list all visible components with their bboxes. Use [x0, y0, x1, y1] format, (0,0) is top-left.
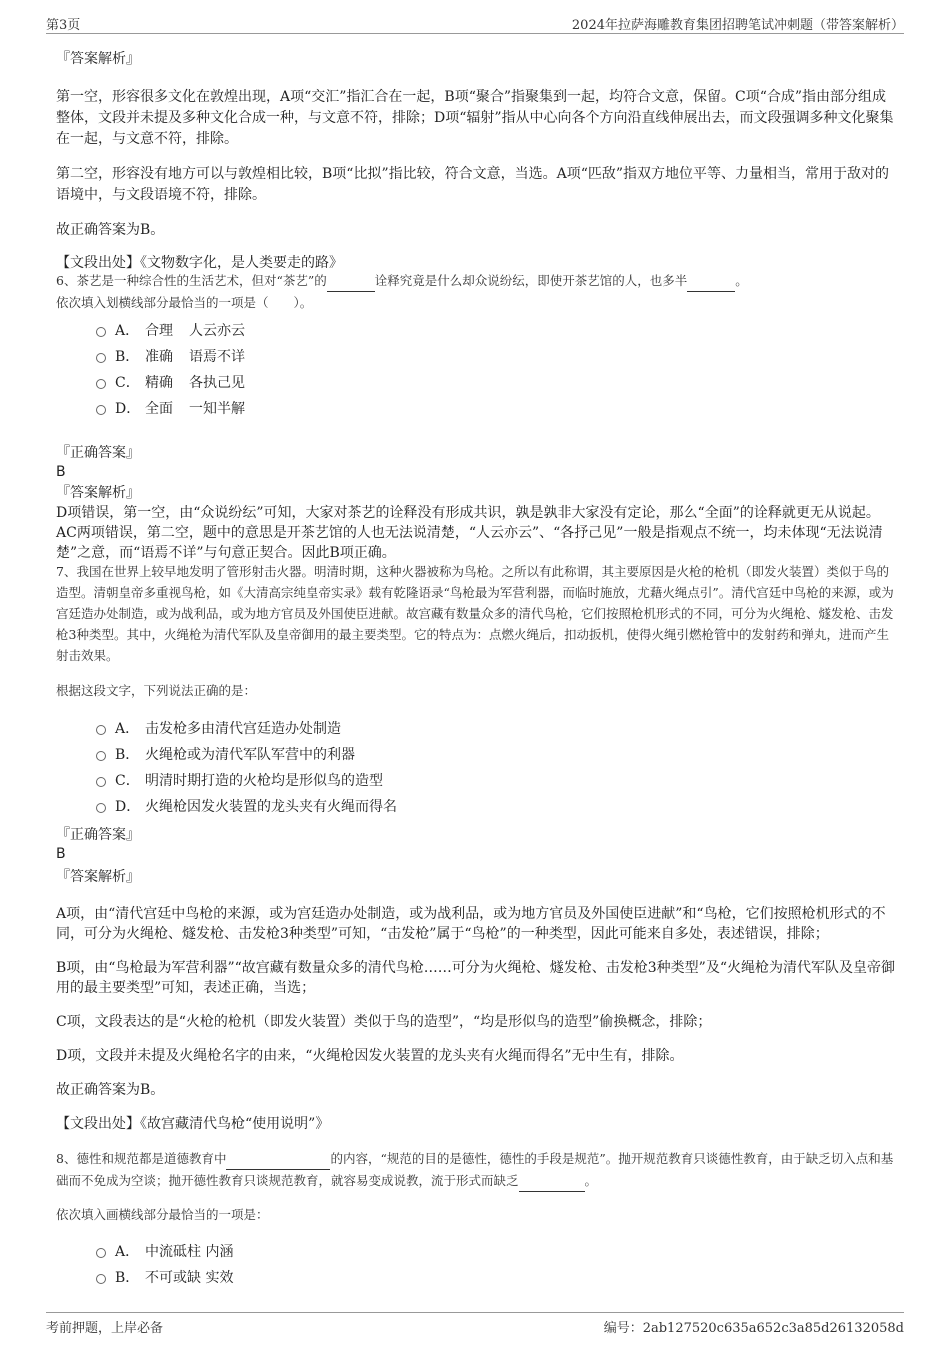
- question-prompt: 根据这段文字，下列说法正确的是：: [56, 683, 257, 698]
- question-stem: 7、我国在世界上较早地发明了管形射击火器。明清时期，这种火器被称为鸟枪。之所以有此称谓，其主要原因是火枪的枪机（即发火装置）类似于鸟的造型。清朝皇帝多重视鸟枪，如《大清高宗纯皇帝实录》载有乾隆语录“鸟枪最为军营利器，而临时施放，尤藉火绳点引”。清代宫廷中鸟枪的来源，或为宫廷造办处制造，或为战利品，或为地方官员及外国使臣进献。故宫藏有数量众多的清代鸟枪，它们按照枪机形式的不同，可分为火绳枪、燧发枪、击发枪3种类型。其中，火绳枪为清代军队及皇帝御用的最主要类型。它的特点为：点燃火绳后，扣动扳机，使得火绳引燃枪管中的发射药和弹丸，进而产生射击效果。: [56, 564, 894, 663]
- option-word-2: 人云亦云: [189, 323, 245, 339]
- option-word-1: 全面: [145, 401, 173, 417]
- option-letter: C．: [115, 375, 140, 391]
- option-letter: C．: [115, 773, 140, 789]
- radio-icon[interactable]: [96, 379, 106, 389]
- analysis-paragraph-2: 第二空，形容没有地方可以与敦煌相比较，B项“比拟”指比较，符合文意，当选。A项“匹敌”指双方地位平等、力量相当，常用于敌对的语境中，与文段语境不符，排除。: [56, 166, 890, 203]
- analysis-b: B项，由“鸟枪最为军营利器”“故宫藏有数量众多的清代鸟枪……可分为火绳枪、燧发枪、击发枪3种类型”及“火绳枪为清代军队及皇帝御用的最主要类型”可知，表述正确，当选；: [56, 960, 895, 996]
- document-id: 编号：2ab127520c635a652c3a85d26132058d: [603, 1321, 904, 1336]
- option-list: [96, 715, 898, 819]
- blank-line: [327, 270, 375, 292]
- option-c[interactable]: [96, 767, 898, 793]
- option-word-2: 各执己见: [189, 375, 245, 391]
- radio-icon[interactable]: [96, 353, 106, 363]
- radio-icon[interactable]: [96, 405, 106, 415]
- option-letter: B．: [115, 1270, 140, 1286]
- question-stem: [56, 1148, 898, 1192]
- radio-icon[interactable]: [96, 725, 106, 735]
- option-b[interactable]: [96, 343, 898, 369]
- option-letter: A．: [115, 1244, 140, 1260]
- blank-line: [226, 1148, 330, 1170]
- option-text: 火绳枪因发火装置的龙头夹有火绳而得名: [145, 799, 397, 815]
- analysis-label: 『答案解析』: [56, 485, 140, 501]
- option-text: 火绳枪或为清代军队军营中的利器: [145, 747, 355, 763]
- analysis-paragraph-1: 第一空，形容很多文化在敦煌出现，A项“交汇”指汇合在一起，B项“聚合”指聚集到一起，均符合文意，保留。C项“合成”指由部分组成整体，文段并未提及多种文化合成一种，与文意不符，排除；D项“辐射”指从中心向各个方向沿直线伸展出去，而文段强调多种文化聚集在一起，与文意不符，排除。: [56, 89, 894, 147]
- analysis-conclusion: 故正确答案为B。: [56, 1082, 165, 1098]
- analysis-conclusion: 故正确答案为B。: [56, 222, 165, 238]
- option-word-2: 一知半解: [189, 401, 245, 417]
- option-word-1: 精确: [145, 375, 173, 391]
- radio-icon[interactable]: [96, 1248, 106, 1258]
- stem-part: 。: [735, 273, 748, 288]
- radio-icon[interactable]: [96, 777, 106, 787]
- analysis-c: C项，文段表达的是“火枪的枪机（即发火装置）类似于鸟的造型”，“均是形似鸟的造型”偷换概念，排除；: [56, 1014, 712, 1030]
- question-8: [56, 1148, 898, 1290]
- option-a[interactable]: [96, 1238, 898, 1264]
- radio-icon[interactable]: [96, 803, 106, 813]
- option-letter: A．: [115, 323, 140, 339]
- question-prompt: 依次填入划横线部分最恰当的一项是（ ）。: [56, 295, 313, 310]
- option-text: 明清时期打造的火枪均是形似鸟的造型: [145, 773, 383, 789]
- correct-answer-label: 『正确答案』: [56, 445, 140, 461]
- option-letter: B．: [115, 349, 140, 365]
- page-number: 第3页: [46, 18, 81, 33]
- stem-part: 的内容，“规范的目的是德性，德性的手段是规范”。抛开规范教育只谈德性教育，由于缺乏切入点和基础而不免成为空谈；抛开德性教育只谈规范教育，就容易变成说教，流于形式而缺乏: [56, 1151, 894, 1188]
- radio-icon[interactable]: [96, 327, 106, 337]
- source-note: 【文段出处】《文物数字化，是人类要走的路》: [56, 255, 343, 271]
- question-prompt: 依次填入画横线部分最恰当的一项是：: [56, 1207, 269, 1222]
- correct-answer-label: 『正确答案』: [56, 827, 140, 843]
- option-word-2: 语焉不详: [189, 349, 245, 365]
- option-b[interactable]: [96, 1264, 898, 1290]
- correct-answer: B: [56, 464, 66, 480]
- page-header: [46, 14, 904, 34]
- option-letter: D．: [115, 799, 141, 815]
- option-text: 击发枪多由清代宫廷造办处制造: [145, 721, 341, 737]
- option-letter: B．: [115, 747, 140, 763]
- stem-part: 8、德性和规范都是道德教育中: [56, 1151, 227, 1166]
- analysis-d: D项，文段并未提及火绳枪名字的由来，“火绳枪因发火装置的龙头夹有火绳而得名”无中生有，排除。: [56, 1048, 684, 1064]
- radio-icon[interactable]: [96, 1274, 106, 1284]
- question-7: [56, 561, 898, 1134]
- correct-answer: B: [56, 846, 66, 862]
- blank-line: [519, 1170, 585, 1192]
- analysis-a: A项，由“清代宫廷中鸟枪的来源，或为宫廷造办处制造，或为战利品，或为地方官员及外国使臣进献”和“鸟枪，它们按照枪机形式的不同，可分为火绳枪、燧发枪、击发枪3种类型”可知，“击发枪”属于“鸟枪”的一种类型，因此可能来自多处，表述错误，排除；: [56, 906, 886, 942]
- option-list: [96, 317, 898, 421]
- option-a[interactable]: [96, 715, 898, 741]
- question-stem: [56, 270, 898, 292]
- stem-part: 。: [584, 1173, 598, 1188]
- source-note: 【文段出处】《故宫藏清代鸟枪“使用说明”》: [56, 1116, 330, 1132]
- analysis-label: 『答案解析』: [56, 51, 140, 67]
- option-d[interactable]: [96, 793, 898, 819]
- option-letter: A．: [115, 721, 140, 737]
- option-c[interactable]: [96, 369, 898, 395]
- option-list: [96, 1238, 898, 1290]
- footer-slogan: 考前押题，上岸必备: [46, 1321, 164, 1336]
- page-footer: [46, 1312, 904, 1336]
- option-word-1: 准确: [145, 349, 173, 365]
- option-text: 不可或缺 实效: [145, 1270, 234, 1286]
- blank-line: [687, 270, 735, 292]
- option-b[interactable]: [96, 741, 898, 767]
- option-word-1: 合理: [145, 323, 173, 339]
- analysis-label: 『答案解析』: [56, 869, 140, 885]
- option-text: 中流砥柱 内涵: [145, 1244, 234, 1260]
- option-a[interactable]: [96, 317, 898, 343]
- stem-part: 诠释究竟是什么却众说纷纭，即使开茶艺馆的人，也多半: [374, 273, 688, 288]
- radio-icon[interactable]: [96, 751, 106, 761]
- option-letter: D．: [115, 401, 141, 417]
- document-title: 2024年拉萨海雕教育集团招聘笔试冲刺题（带答案解析）: [571, 18, 904, 33]
- q5-analysis: [56, 46, 898, 274]
- stem-part: 6、茶艺是一种综合性的生活艺术，但对“茶艺”的: [56, 273, 327, 288]
- question-6: [56, 270, 898, 563]
- option-d[interactable]: [96, 395, 898, 421]
- analysis-text: D项错误，第一空，由“众说纷纭”可知，大家对茶艺的诠释没有形成共识，孰是孰非大家没有定论，那么“全面”的诠释就更无从说起。AC两项错误，第二空，题中的意思是开茶艺馆的人也无法说清楚，“人云亦云”、“各抒己见”一般是指观点不统一，均未体现“无法说清楚”之意，而“语焉不详”与句意正契合。因此B项正确。: [56, 505, 883, 561]
